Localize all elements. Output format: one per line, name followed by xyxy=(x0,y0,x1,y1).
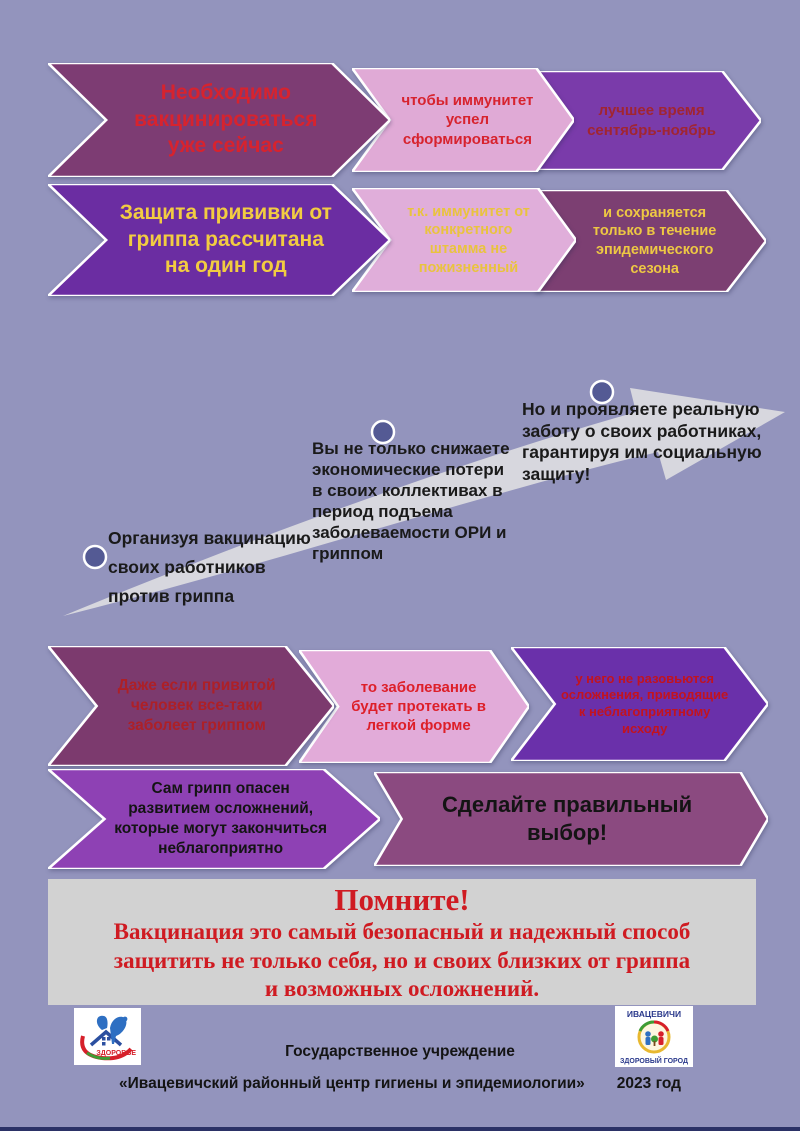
logo-right-top-label: ИВАЦЕВИЧИ xyxy=(626,1009,682,1019)
step-marker-1 xyxy=(84,546,106,568)
bottom-border-strip xyxy=(0,1127,800,1131)
chevron-flu-danger xyxy=(48,769,380,869)
chevron-label: т.к. иммунитет от конкретного штамма не пожизненный xyxy=(407,203,530,276)
org-type-text: Государственное учреждение xyxy=(285,1043,515,1060)
reminder-banner xyxy=(48,879,756,1005)
upward-process-diagram xyxy=(48,362,796,624)
chevron-label: Даже если привитой человек все-таки заболеет гриппом xyxy=(117,677,276,734)
chevron-even-if-sick xyxy=(48,646,334,766)
year-text: 2023 год xyxy=(616,1075,681,1092)
chevron-vaccinate-now xyxy=(48,63,390,177)
chevron-no-complications xyxy=(511,647,768,761)
org-name-text: «Ивацевичский районный центр гигиены и эпидемиологии» xyxy=(119,1075,585,1092)
logo-right-bottom-label: ЗДОРОВЫЙ ГОРОД xyxy=(620,1058,688,1065)
chevron-label: Сам грипп опасен развитием осложнений, которые могут закончиться неблагоприятно xyxy=(114,780,328,857)
chevron-right-choice xyxy=(374,772,768,866)
chevron-label: чтобы иммунитет успел сформироваться xyxy=(401,92,534,148)
chevron-label: лучшее время сентябрь-ноябрь xyxy=(587,102,717,139)
reminder-title: Помните! xyxy=(334,882,470,917)
logo-left-label: ЗДОРОВЬЕ xyxy=(96,1050,136,1057)
chevron-label: то заболевание будет протекать в легкой форме xyxy=(351,678,486,735)
process-step-2: Вы не только снижаете экономические потери в своих коллективах в период подъема заболеваемости ОРИ и гриппом xyxy=(312,439,510,563)
chevron-label: Необходимо вакцинироваться уже сейчас xyxy=(134,80,318,158)
process-step-3: Но и проявляете реальную заботу о своих работниках, гарантируя им социальную защиту! xyxy=(522,399,762,484)
chevron-protection-one-year xyxy=(48,184,390,296)
org-name-line xyxy=(0,1075,800,1093)
chevron-label: у него не разовьются осложнения, приводящие к неблагоприятному исходу xyxy=(561,670,729,736)
reminder-line-3: и возможных осложнений. xyxy=(264,976,540,1001)
process-step-1: Организуя вакцинацию своих работников против гриппа xyxy=(108,528,311,606)
reminder-line-1: Вакцинация это самый безопасный и надежный способ xyxy=(113,919,691,944)
reminder-line-2: защитить не только себя, но и своих близких от гриппа xyxy=(113,947,691,973)
chevron-label: Сделайте правильный выбор! xyxy=(442,791,693,845)
chevron-label: Защита прививки от гриппа рассчитана на один год xyxy=(119,200,332,278)
chevron-label: и сохраняется только в течение эпидемического сезона xyxy=(592,204,717,277)
